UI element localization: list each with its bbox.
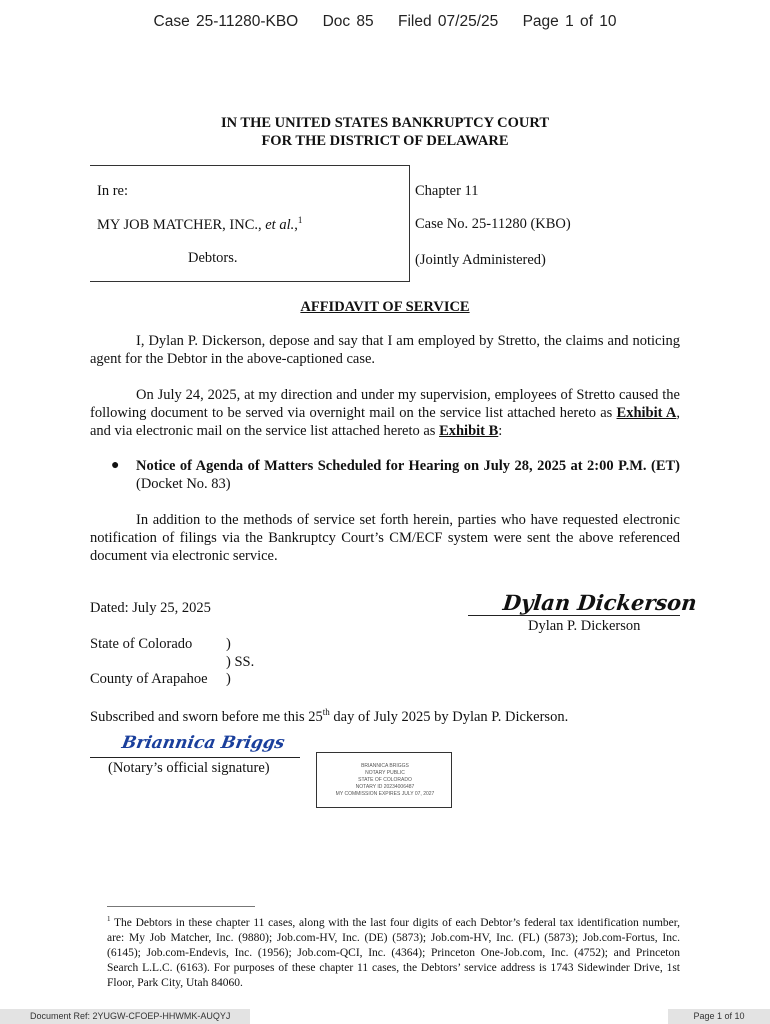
caption-in-re: In re:: [97, 183, 128, 199]
sworn-statement: Subscribed and sworn before me this 25th day of July 2025 by Dylan P. Dickerson.: [90, 707, 569, 725]
notary-label: (Notary’s official signature): [108, 760, 270, 776]
seal-line: MY COMMISSION EXPIRES JULY 07, 2027: [335, 791, 435, 797]
document-ref: Document Ref: 2YUGW-CFOEP-HHWMK-AUQYJ: [0, 1009, 250, 1024]
notary-signature: Briannica Briggs: [120, 733, 287, 753]
caption-chapter: Chapter 11: [415, 183, 479, 199]
bullet-document-served: Notice of Agenda of Matters Scheduled for Hearing on July 28, 2025 at 2:00 P.M. (ET) (Docket No. 83): [136, 458, 680, 492]
footnote: $^1$ The Debtors in these chapter 11 cases, along with the last four digits of each Debtor’s federal tax identification number, are: My Job Matcher, Inc. (9880); Job.com-HV, Inc. (DE) (5873); Job.com-HV, Inc. (FL) (5873); Job.com-Fortus, Inc. (6145); Job.com-Endevis, Inc. (1956); Job.com-QCI, Inc. (4364); Princeton One-Job.com, Inc. (4752); and Princeton Search L.L.C. (6163). For purposes of these chapter 11 cases, the Debtors’ service address is 1743 Sidewinder Drive, 1st Floor, Park City, Utah 84060.: [107, 915, 680, 989]
stamp-doc: Doc 85: [322, 13, 374, 30]
exhibit-b-ref: Exhibit B: [439, 423, 499, 439]
venue-ss: ) SS.: [226, 654, 255, 670]
venue-state: State of Colorado: [90, 636, 193, 652]
venue-paren-3: ): [226, 671, 231, 687]
paragraph-cmecf: In addition to the methods of service set forth herein, parties who have requested electronic notification of filings via the Bankruptcy Court’s CM/ECF system were sent the above referenced document via electronic service.: [90, 512, 680, 564]
stamp-page: Page 1 of 10: [522, 13, 617, 30]
notary-seal: [316, 752, 452, 808]
venue-paren-1: ): [226, 636, 231, 652]
caption-debtor-name: MY JOB MATCHER, INC., et al.,$^1$: [97, 215, 303, 233]
footnote-ref[interactable]: 1: [297, 215, 303, 225]
footer-page-number: Page 1 of 10: [668, 1009, 770, 1024]
notary-signature-line: [90, 757, 300, 758]
court-heading-line2: FOR THE DISTRICT OF DELAWARE: [261, 133, 509, 149]
caption-debtors: Debtors.: [188, 250, 238, 266]
court-heading-line1: IN THE UNITED STATES BANKRUPTCY COURT: [220, 115, 550, 131]
stamp-filed: Filed 07/25/25: [398, 13, 499, 30]
seal-line: NOTARY PUBLIC: [365, 770, 405, 776]
paragraph-service: On July 24, 2025, at my direction and under my supervision, employees of Stretto caused the following document to be served via overnight mail on the service list attached hereto as Exhibit A, and via electronic mail on the service list attached hereto as Exhibit B:: [90, 387, 680, 439]
exhibit-a-ref: Exhibit A: [616, 405, 677, 421]
bullet-icon: ●: [111, 458, 120, 473]
caption-case-no: Case No. 25-11280 (KBO): [415, 216, 571, 232]
affiant-name: Dylan P. Dickerson: [528, 618, 641, 634]
affiant-signature-line: [468, 615, 680, 616]
affiant-signature: Dylan Dickerson: [501, 590, 698, 615]
footnote-rule: [107, 906, 255, 907]
seal-line: BRIANNICA BRIGGS: [361, 763, 409, 769]
dated-line: Dated: July 25, 2025: [90, 600, 211, 616]
seal-line: STATE OF COLORADO: [358, 777, 412, 783]
document-title: AFFIDAVIT OF SERVICE: [300, 299, 470, 315]
court-filing-stamp: [0, 13, 770, 31]
caption-jointly-administered: (Jointly Administered): [415, 252, 546, 268]
paragraph-employment: I, Dylan P. Dickerson, depose and say that I am employed by Stretto, the claims and noticing agent for the Debtor in the above-captioned case.: [90, 333, 680, 367]
seal-line: NOTARY ID 20234006487: [355, 784, 415, 790]
venue-county: County of Arapahoe: [90, 671, 208, 687]
stamp-case: Case 25-11280-KBO: [153, 13, 299, 30]
